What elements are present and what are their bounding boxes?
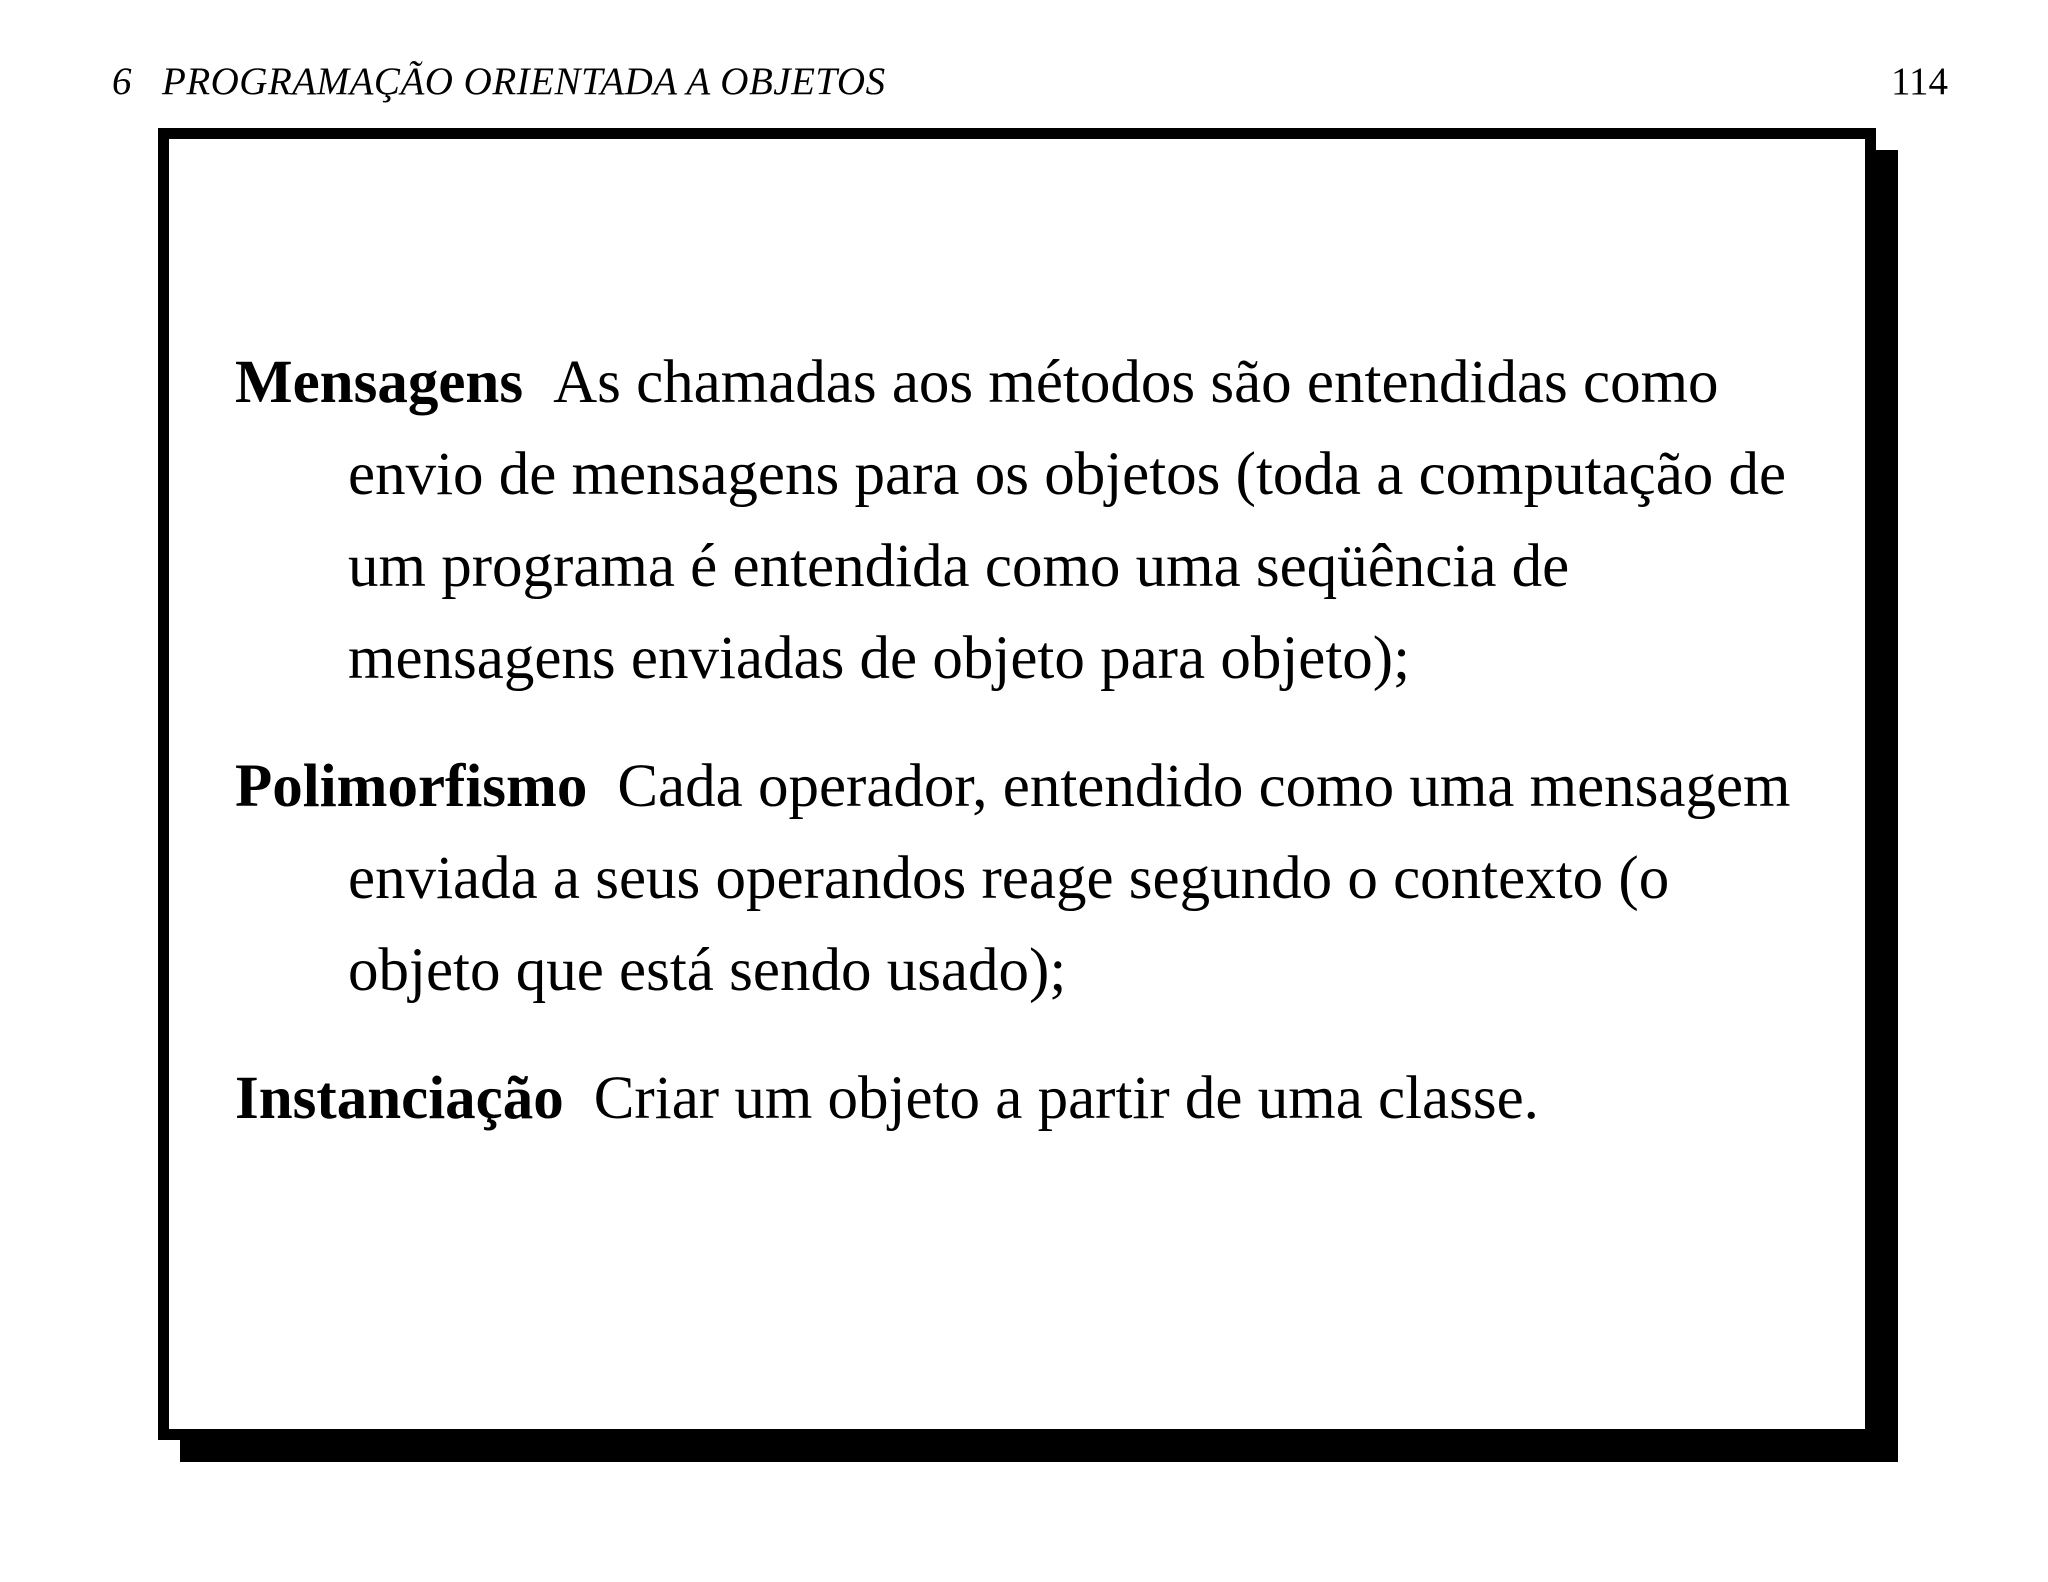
running-header bbox=[112, 58, 1948, 106]
page-number: 114 bbox=[1890, 60, 1948, 103]
definition-term: Polimorfismo bbox=[235, 753, 588, 820]
definition-text: As chamadas aos métodos são entendidas como envio de mensagens para os objetos (toda a computação de um programa é entendida como uma seqüência de mensagens enviadas de objeto para objeto); bbox=[348, 349, 1787, 692]
definition-term: Mensagens bbox=[235, 349, 524, 416]
definition-item-mensagens bbox=[235, 337, 1835, 705]
definition-text: Criar um objeto a partir de uma classe. bbox=[593, 1065, 1539, 1132]
definition-term: Instanciação bbox=[235, 1065, 564, 1132]
definition-item-polimorfismo bbox=[235, 741, 1835, 1017]
definition-list bbox=[235, 337, 1835, 1181]
chapter-number: 6 bbox=[112, 60, 132, 103]
definition-text: Cada operador, entendido como uma mensagem enviada a seus operandos reage segundo o contexto (o objeto que está sendo usado); bbox=[348, 753, 1791, 1004]
definition-item-instanciacao bbox=[235, 1053, 1835, 1145]
chapter-heading bbox=[112, 58, 886, 106]
chapter-title: PROGRAMAÇÃO ORIENTADA A OBJETOS bbox=[162, 60, 886, 103]
slide-frame bbox=[158, 128, 1876, 1440]
